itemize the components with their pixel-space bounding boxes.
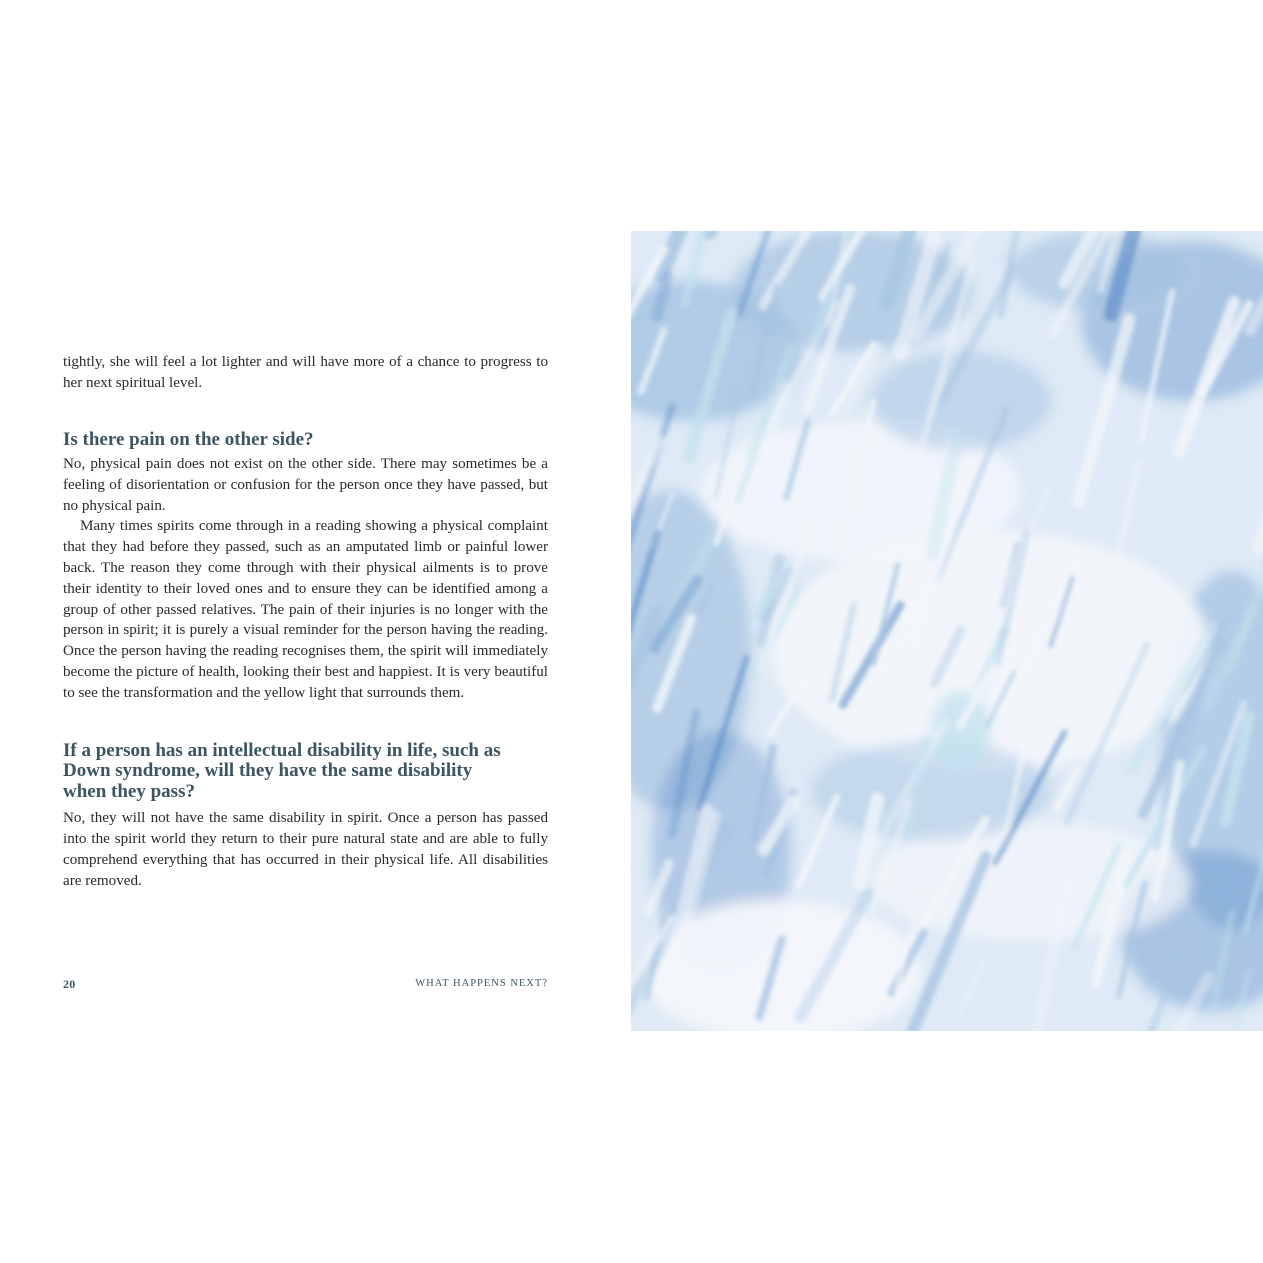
page-number: 20 — [63, 977, 76, 991]
text-column — [63, 352, 548, 891]
left-page — [0, 0, 631, 1263]
running-head: WHAT HAPPENS NEXT? — [415, 978, 548, 989]
right-page — [631, 0, 1263, 1263]
section-heading-pain: Is there pain on the other side? — [63, 428, 314, 450]
painting-illustration — [631, 231, 1263, 1031]
pain-paragraph-1: No, physical pain does not exist on the other side. There may sometimes be a feeling of disorientation or confusion for the person once they have passed, but no physical pain. — [63, 456, 548, 514]
opening-paragraph: tightly, she will feel a lot lighter and will have more of a chance to progress to her next spiritual level. — [63, 354, 548, 391]
pain-paragraph-2: Many times spirits come through in a reading showing a physical complaint that they had before they passed, such as an amputated limb or painful lower back. The reason they come through with their physical ailments is to prove their identity to their loved ones and to ensure they can be identified among a group of other passed relatives. The pain of their injuries is no longer with the person in spirit; it is purely a visual reminder for the person having the reading. Once the person having the reading recognises them, the spirit will immediately become the picture of health, looking their best and happiest. It is very beautiful to see the transformation and the yellow light that surrounds them. — [63, 518, 548, 701]
disability-paragraph-1: No, they will not have the same disability in spirit. Once a person has passed into the spirit world they return to their pure natural state and are able to fully comprehend everything that has occurred in their physical life. All disabilities are removed. — [63, 810, 548, 889]
section-heading-disability: If a person has an intellectual disability in life, such as Down syndrome, will they have the same disability when they pass? — [63, 739, 501, 802]
